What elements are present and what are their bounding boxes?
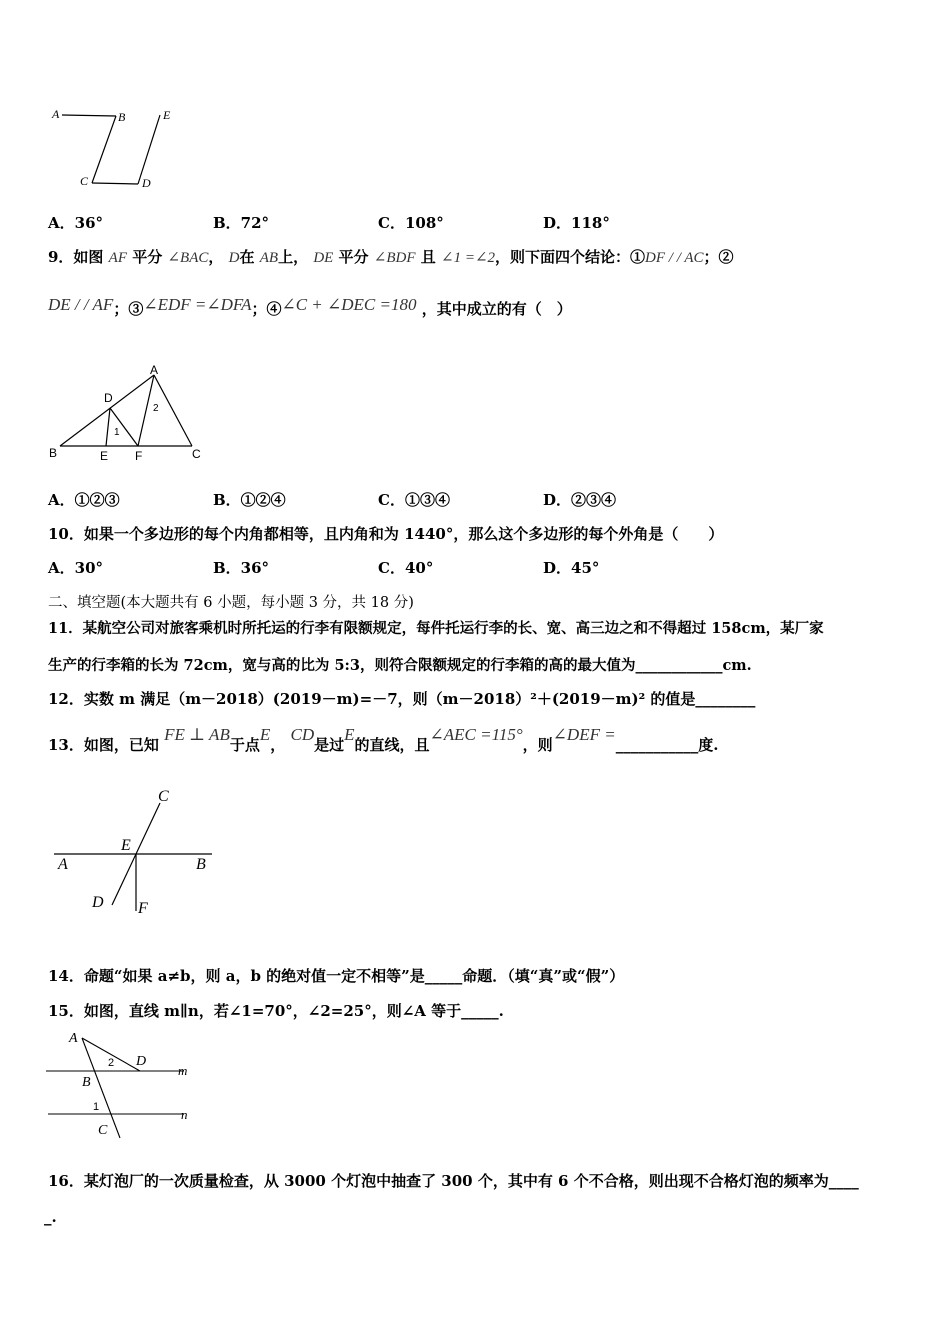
q9-de-af: DE / / AF — [48, 295, 114, 314]
q9-segment-ac — [154, 375, 192, 446]
q15-label-1: 1 — [93, 1101, 100, 1113]
q13-text-3: 的直线，且 — [354, 736, 430, 754]
q15-figure — [44, 1030, 204, 1145]
q13-text-1: 于点 — [229, 736, 260, 754]
q13-aec: ∠AEC =115° — [429, 725, 523, 744]
q9-line2-text-1: ；③ — [113, 300, 144, 318]
q13-fe-ab: FE ⊥ AB — [164, 725, 230, 744]
q11-line-1: 11．某航空公司对旅客乘机时所托运的行李有限额规定，每件托运行李的长、宽、高三边之和不得超过 158cm，某厂家 — [48, 620, 824, 637]
q15-label-a: A — [69, 1031, 78, 1046]
q9-text-1: 平分 — [132, 248, 163, 266]
q9-ab: AB — [259, 250, 279, 266]
q15-label-m: m — [178, 1063, 188, 1078]
q9-bdf: ∠BDF — [373, 250, 416, 266]
q9-label-f: F — [135, 449, 143, 463]
q14-text: 14．命题“如果 a≠b，则 a，b 的绝对值一定不相等”是_____命题．（填“真”或“假”） — [48, 967, 625, 985]
q9-sep-1: ， — [208, 248, 224, 266]
q13-text-5: ___________度. — [615, 736, 719, 754]
q9-edf-dfa: ∠EDF =∠DFA — [143, 295, 252, 314]
q9-segment-de — [106, 408, 110, 446]
q8-segment-de — [138, 115, 160, 184]
q8-label-d: D — [142, 176, 151, 190]
q11-line-2: 生产的行李箱的长为 72cm，宽与高的比为 5:3，则符合限额规定的行李箱的高的最大值为____________cm. — [48, 657, 752, 674]
q13-prefix: 13．如图，已知 — [48, 736, 159, 754]
q8-segment-ab — [62, 115, 116, 116]
q8-option-d: D．118° — [543, 214, 610, 232]
q10-option-c: C．40° — [378, 559, 434, 577]
q9-d: D — [228, 250, 240, 266]
q9-prefix: 9．如图 — [48, 248, 104, 266]
q9-label-d: D — [104, 391, 113, 405]
q9-text-3: 上， — [278, 248, 309, 266]
q9-de: DE — [313, 250, 334, 266]
q13-def: ∠DEF = — [552, 725, 616, 744]
q13-e-2: E — [344, 725, 355, 744]
q8-option-c: C．108° — [378, 214, 444, 232]
q10-option-d: D．45° — [543, 559, 600, 577]
q8-figure — [48, 105, 178, 190]
q8-option-a: A．36° — [48, 214, 104, 232]
q15-label-n: n — [181, 1107, 188, 1122]
q13-label-f: F — [138, 900, 148, 917]
q9-text-7: ；② — [703, 248, 734, 266]
q9-text-2: 在 — [239, 248, 255, 266]
q16-line-1: 16．某灯泡厂的一次质量检查，从 3000 个灯泡中抽查了 300 个，其中有 6 个不合格，则出现不合格灯泡的频率为____ — [48, 1172, 859, 1190]
q9-line2-text-3: ，其中成立的有（ ） — [421, 300, 572, 318]
q9-label-c: C — [192, 447, 201, 461]
q13-e: E — [259, 725, 271, 744]
q8-label-c: C — [80, 174, 89, 188]
q9-label-e: E — [100, 449, 109, 463]
q9-line-1 — [48, 246, 734, 267]
q8-label-a: A — [52, 107, 60, 121]
q13-label-d: D — [92, 894, 104, 911]
q9-af: AF — [108, 250, 127, 266]
q9-df-ac: DF / / AC — [645, 250, 704, 266]
q9-text-4: 平分 — [338, 248, 369, 266]
q13-label-c: C — [158, 788, 169, 805]
q8-label-e: E — [163, 108, 171, 122]
q13-text-2: 是过 — [314, 736, 345, 754]
q13-label-a: A — [58, 856, 68, 873]
q8-segment-bc — [92, 116, 116, 183]
q13-label-e: E — [121, 837, 131, 854]
q15-label-b: B — [82, 1075, 91, 1090]
q9-bac: ∠BAC — [167, 250, 209, 266]
q13-label-b: B — [196, 856, 206, 873]
q9-line2-text-2: ；④ — [251, 300, 282, 318]
q10-option-a: A．30° — [48, 559, 104, 577]
q15-text: 15．如图，直线 m∥n，若∠1=70°，∠2=25°，则∠A 等于_____. — [48, 1002, 504, 1020]
q9-label-1: 1 — [114, 427, 120, 438]
q9-option-d: D．②③④ — [543, 491, 617, 509]
q13-cd: CD — [290, 725, 315, 744]
q9-figure — [46, 365, 216, 465]
q13-line — [48, 725, 719, 755]
q9-c-dec: ∠C + ∠DEC =180 — [281, 295, 417, 314]
q10-option-b: B．36° — [213, 559, 270, 577]
q9-text-6: ，则下面四个结论：① — [495, 248, 646, 266]
q8-segment-cd — [92, 183, 138, 184]
q13-sep: ， — [270, 736, 286, 754]
q16-line-2: _. — [44, 1208, 57, 1226]
q9-label-2: 2 — [153, 403, 159, 414]
q8-option-b: B．72° — [213, 214, 270, 232]
q9-option-b: B．①②④ — [213, 491, 286, 509]
q10-text: 10．如果一个多边形的每个内角都相等，且内角和为 1440°，那么这个多边形的每个外角是（ ） — [48, 525, 724, 543]
q9-option-c: C．①③④ — [378, 491, 450, 509]
q9-label-a: A — [150, 363, 159, 377]
q15-label-d: D — [136, 1054, 147, 1069]
q12-text: 12．实数 m 满足（m－2018）(2019－m)=－7，则（m－2018）²＋(2019－m)² 的值是________ — [48, 690, 756, 708]
q9-label-b: B — [49, 446, 58, 460]
q9-option-a: A．①②③ — [48, 491, 120, 509]
q9-line-2 — [48, 295, 572, 319]
q9-angles: ∠1 =∠2 — [441, 250, 496, 266]
q13-text-4: ，则 — [522, 736, 553, 754]
q8-label-b: B — [118, 110, 126, 124]
q13-figure — [50, 785, 230, 925]
q15-label-2: 2 — [108, 1057, 115, 1069]
q9-text-5: 且 — [420, 248, 436, 266]
q15-label-c: C — [98, 1123, 108, 1138]
section-heading-fill-in: 二、填空题(本大题共有 6 小题，每小题 3 分，共 18 分) — [48, 595, 414, 611]
